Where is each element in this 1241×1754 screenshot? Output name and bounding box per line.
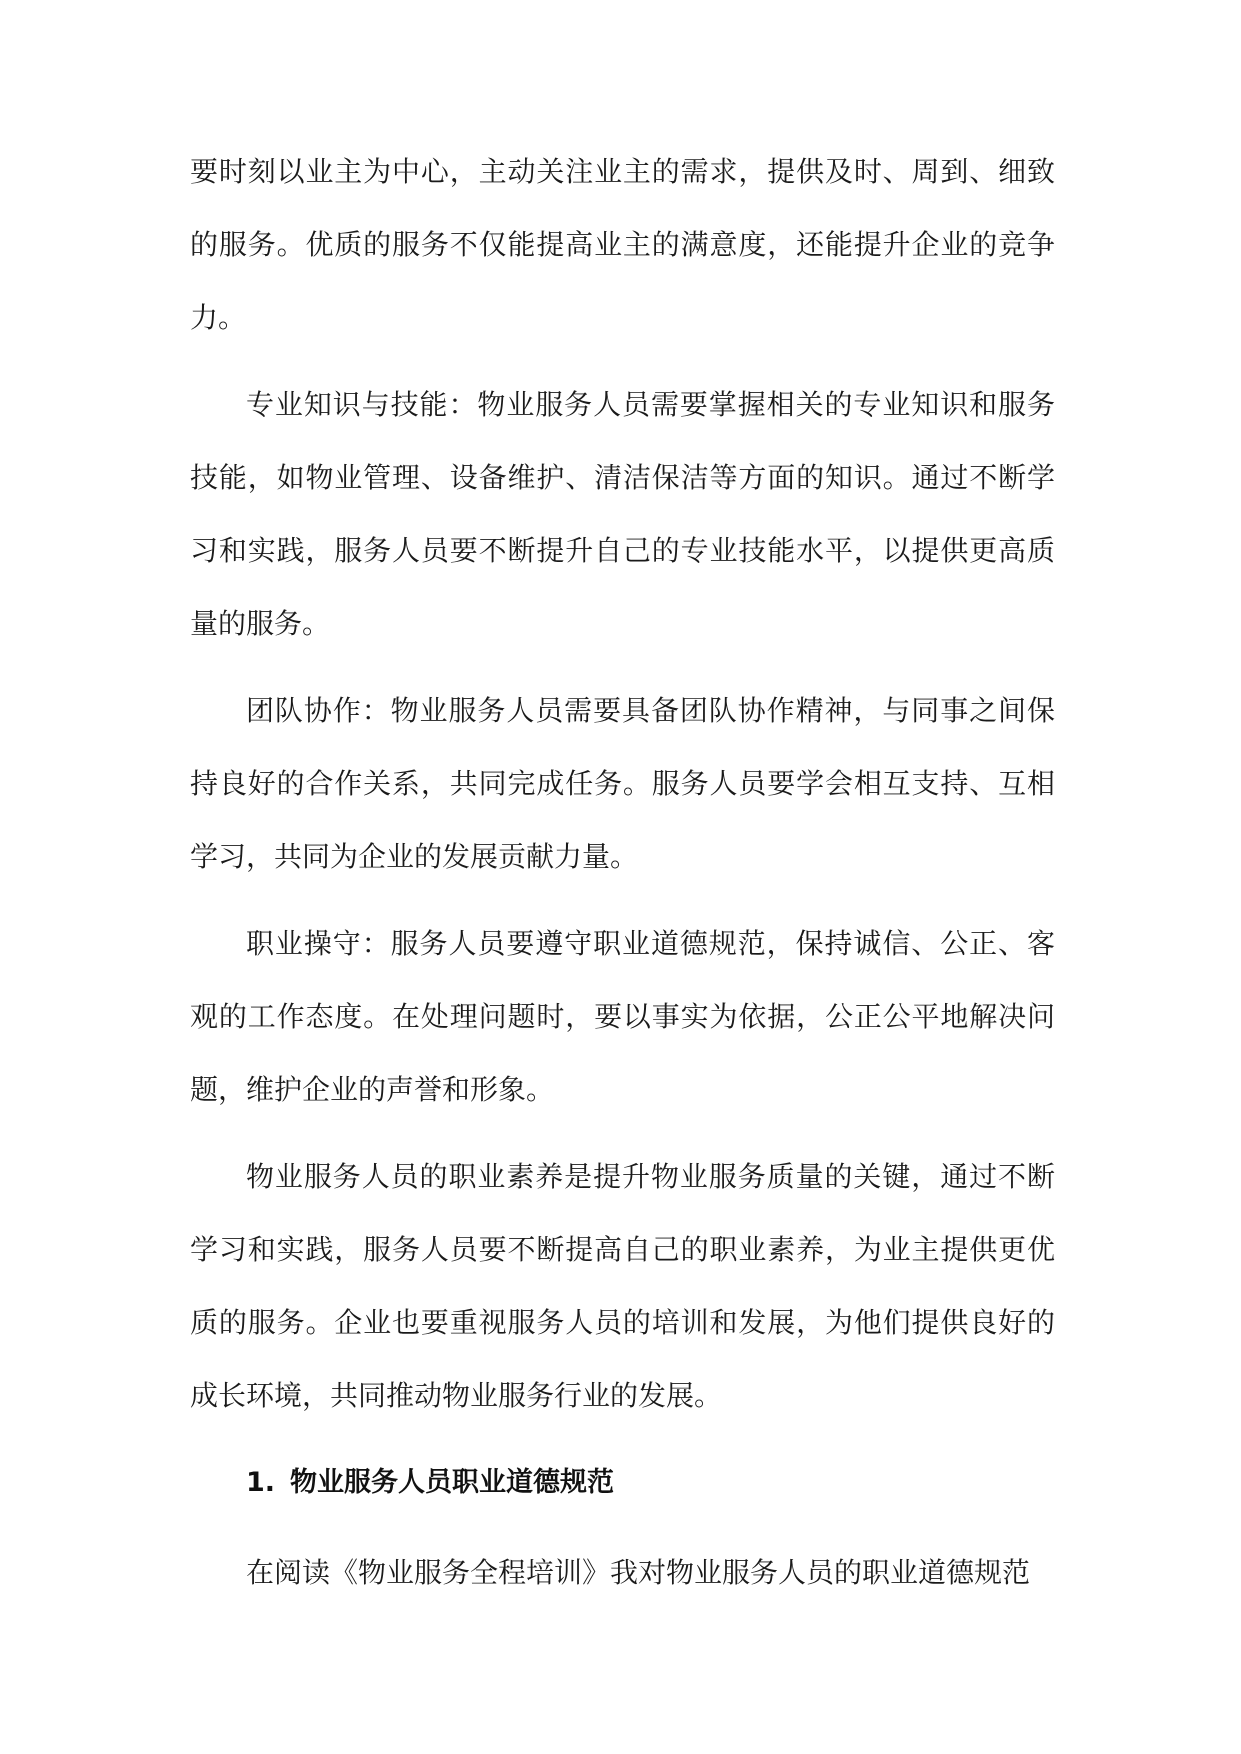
section-number: 1.	[246, 1467, 276, 1498]
paragraph-service-attitude-continued: 要时刻以业主为中心，主动关注业主的需求，提供及时、周到、细致的服务。优质的服务不仅能提高业主的满意度，还能提升企业的竞争力。	[190, 155, 1055, 334]
paragraph-professional-ethics: 职业操守：服务人员要遵守职业道德规范，保持诚信、公正、客观的工作态度。在处理问题时，要以事实为依据，公正公平地解决问题，维护企业的声誉和形象。	[190, 927, 1055, 1106]
section-heading	[246, 1463, 614, 1503]
paragraph-professional-skills: 专业知识与技能：物业服务人员需要掌握相关的专业知识和服务技能，如物业管理、设备维护、清洁保洁等方面的知识。通过不断学习和实践，服务人员要不断提升自己的专业技能水平，以提供更高质量的服务。	[190, 388, 1055, 640]
paragraph-summary: 物业服务人员的职业素养是提升物业服务质量的关键，通过不断学习和实践，服务人员要不断提高自己的职业素养，为业主提供更优质的服务。企业也要重视服务人员的培训和发展，为他们提供良好的成长环境，共同推动物业服务行业的发展。	[190, 1160, 1055, 1412]
paragraph-teamwork: 团队协作：物业服务人员需要具备团队协作精神，与同事之间保持良好的合作关系，共同完成任务。服务人员要学会相互支持、互相学习，共同为企业的发展贡献力量。	[190, 694, 1055, 873]
paragraph-reading-intro: 在阅读《物业服务全程培训》我对物业服务人员的职业道德规范	[246, 1556, 1031, 1589]
section-title: 物业服务人员职业道德规范	[290, 1467, 614, 1498]
